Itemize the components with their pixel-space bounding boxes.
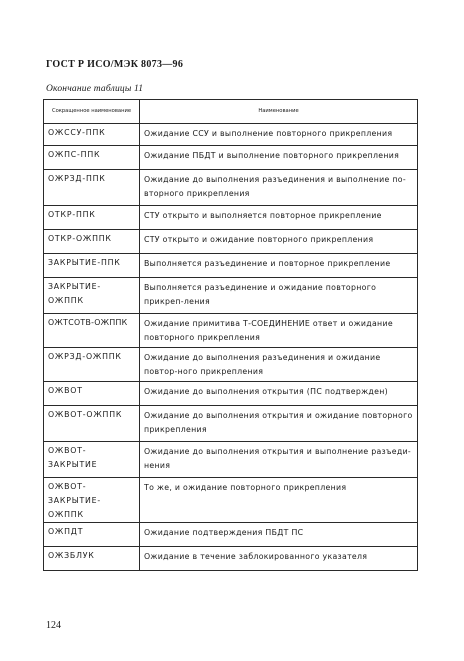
table-header-row bbox=[44, 100, 418, 124]
desc-cell: Ожидание в течение заблокированного указателя bbox=[140, 547, 418, 571]
abbr-cell: ОТКР-ОЖППК bbox=[44, 230, 140, 254]
abbr-cell: ЗАКРЫТИЕ-ОЖППК bbox=[44, 278, 140, 314]
desc-cell: Ожидание до выполнения разъединения и выполнение по-вторного прикрепления bbox=[140, 170, 418, 206]
table-row bbox=[44, 523, 418, 547]
table-row bbox=[44, 406, 418, 442]
table-row bbox=[44, 124, 418, 146]
abbr-cell: ОЖВОТ-ОЖППК bbox=[44, 406, 140, 442]
abbr-cell: ОЖВОТ-ЗАКРЫТИЕ-ОЖППК bbox=[44, 478, 140, 523]
desc-cell: Ожидание до выполнения открытия и выполнение разъеди-нения bbox=[140, 442, 418, 478]
desc-cell: Ожидание подтверждения ПБДТ ПС bbox=[140, 523, 418, 547]
table-row bbox=[44, 442, 418, 478]
abbr-cell: ОЖЗБЛУК bbox=[44, 547, 140, 571]
desc-cell: Ожидание ССУ и выполнение повторного прикрепления bbox=[140, 124, 418, 146]
desc-cell: Ожидание до выполнения открытия (ПС подтвержден) bbox=[140, 382, 418, 406]
desc-cell: Ожидание до выполнения разъединения и ожидание повтор-ного прикрепления bbox=[140, 348, 418, 382]
abbr-cell: ОЖССУ-ППК bbox=[44, 124, 140, 146]
desc-cell: Ожидание до выполнения открытия и ожидание повторного прикрепления bbox=[140, 406, 418, 442]
table-row bbox=[44, 547, 418, 571]
table-row bbox=[44, 146, 418, 170]
page-number: 124 bbox=[46, 620, 61, 631]
abbreviations-table bbox=[43, 99, 418, 571]
table-row bbox=[44, 478, 418, 523]
desc-cell: То же, и ожидание повторного прикрепления bbox=[140, 478, 418, 523]
table-row bbox=[44, 314, 418, 348]
abbr-cell: ОЖПДТ bbox=[44, 523, 140, 547]
desc-cell: Ожидание ПБДТ и выполнение повторного прикрепления bbox=[140, 146, 418, 170]
table-row bbox=[44, 170, 418, 206]
abbr-cell: ОЖРЗД-ППК bbox=[44, 170, 140, 206]
abbr-cell: ОЖПС-ППК bbox=[44, 146, 140, 170]
table-row bbox=[44, 230, 418, 254]
desc-cell: Выполняется разъединение и ожидание повторного прикреп-ления bbox=[140, 278, 418, 314]
table-row bbox=[44, 254, 418, 278]
table-row bbox=[44, 382, 418, 406]
table-row bbox=[44, 278, 418, 314]
abbr-cell: ОЖТСОТВ-ОЖППК bbox=[44, 314, 140, 348]
abbr-cell: ОЖРЗД-ОЖППК bbox=[44, 348, 140, 382]
desc-cell: Выполняется разъединение и повторное прикрепление bbox=[140, 254, 418, 278]
desc-cell: СТУ открыто и ожидание повторного прикрепления bbox=[140, 230, 418, 254]
table-caption: Окончание таблицы 11 bbox=[46, 84, 144, 94]
table-row bbox=[44, 206, 418, 230]
document-header: ГОСТ Р ИСО/МЭК 8073—96 bbox=[46, 59, 184, 70]
abbr-cell: ОЖВОТ bbox=[44, 382, 140, 406]
desc-cell: Ожидание примитива Т-СОЕДИНЕНИЕ ответ и ожидание повторного прикрепления bbox=[140, 314, 418, 348]
column-header-name: Наименование bbox=[140, 100, 418, 124]
abbr-cell: ОЖВОТ-ЗАКРЫТИЕ bbox=[44, 442, 140, 478]
column-header-abbr: Сокращенное наименование bbox=[44, 100, 140, 124]
abbr-cell: ЗАКРЫТИЕ-ППК bbox=[44, 254, 140, 278]
desc-cell: СТУ открыто и выполняется повторное прикрепление bbox=[140, 206, 418, 230]
abbr-cell: ОТКР-ППК bbox=[44, 206, 140, 230]
table-row bbox=[44, 348, 418, 382]
